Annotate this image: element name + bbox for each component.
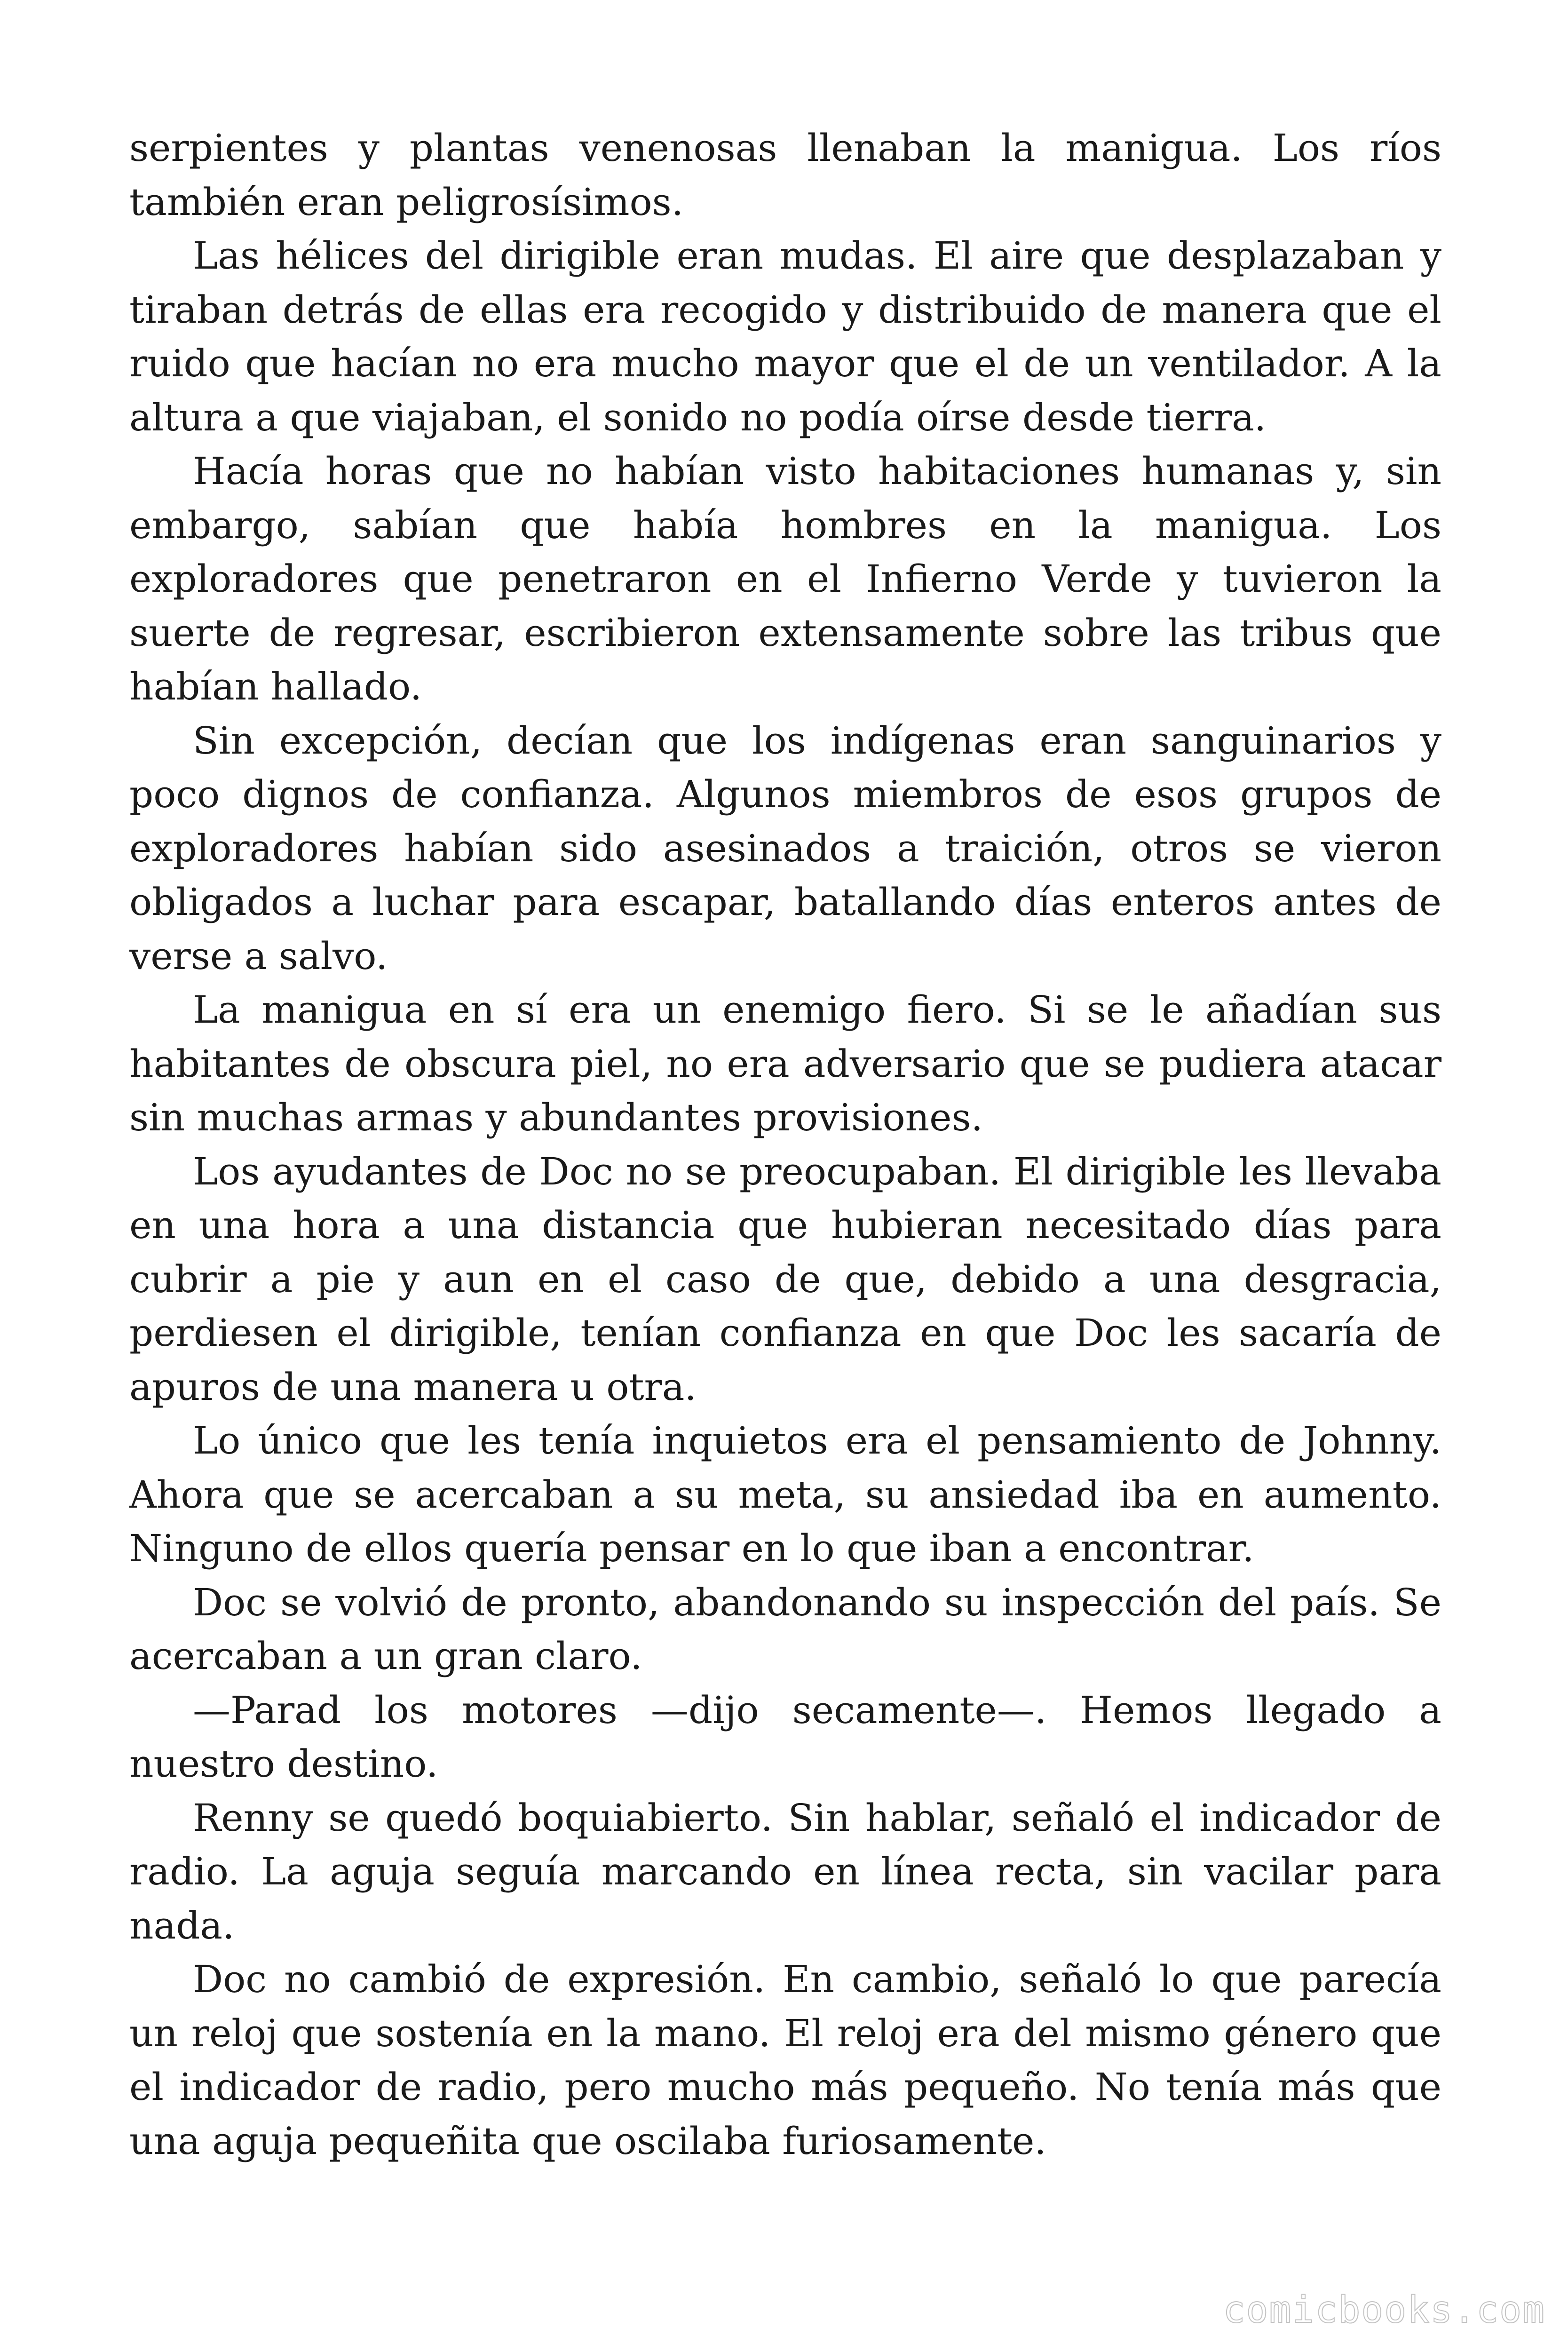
- paragraph-4: Sin excepción, decían que los indígenas eran sanguinarios y poco dignos de confianza. Algunos miembros de esos grupos de exploradores habían sido asesinados a traición, otros se vieron obligados a luchar para escapar, batallando días enteros antes de verse a salvo.: [129, 718, 1441, 978]
- paragraph-10: Renny se quedó boquiabierto. Sin hablar, señaló el indicador de radio. La aguja seguía marcando en línea recta, sin vacilar para nada.: [129, 1796, 1441, 1947]
- paragraph-3: Hacía horas que no habían visto habitaciones humanas y, sin embargo, sabían que había hombres en la manigua. Los exploradores que penetraron en el Infierno Verde y tuvieron la suerte de regresar, escribieron extensamente sobre las tribus que habían hallado.: [129, 449, 1441, 708]
- paragraph-9: —Parad los motores —dijo secamente—. Hemos llegado a nuestro destino.: [129, 1688, 1441, 1786]
- paragraph-1: serpientes y plantas venenosas llenaban la manigua. Los ríos también eran peligrosísimos.: [129, 126, 1441, 224]
- body-text: [129, 121, 1441, 2168]
- paragraph-8: Doc se volvió de pronto, abandonando su inspección del país. Se acercaban a un gran claro.: [129, 1580, 1441, 1678]
- paragraph-7: Lo único que les tenía inquietos era el pensamiento de Johnny. Ahora que se acercaban a su meta, su ansiedad iba en aumento. Ninguno de ellos quería pensar en lo que iban a encontrar.: [129, 1419, 1441, 1570]
- paragraph-6: Los ayudantes de Doc no se preocupaban. El dirigible les llevaba en una hora a una distancia que hubieran necesitado días para cubrir a pie y aun en el caso de que, debido a una desgracia, perdiesen el dirigible, tenían confianza en que Doc les sacaría de apuros de una manera u otra.: [129, 1149, 1441, 1409]
- paragraph-2: Las hélices del dirigible eran mudas. El aire que desplazaban y tiraban detrás de ellas era recogido y distribuido de manera que el ruido que hacían no era mucho mayor que el de un ventilador. A la altura a que viajaban, el sonido no podía oírse desde tierra.: [129, 234, 1441, 439]
- watermark: comicbooks.com: [1223, 2289, 1545, 2331]
- paragraph-11: Doc no cambió de expresión. En cambio, señaló lo que parecía un reloj que sostenía en la mano. El reloj era del mismo género que el indicador de radio, pero mucho más pequeño. No tenía más que una aguja pequeñita que oscilaba furiosamente.: [129, 1957, 1441, 2163]
- paragraph-5: La manigua en sí era un enemigo fiero. Si se le añadían sus habitantes de obscura piel, no era adversario que se pudiera atacar sin muchas armas y abundantes provisiones.: [129, 988, 1441, 1139]
